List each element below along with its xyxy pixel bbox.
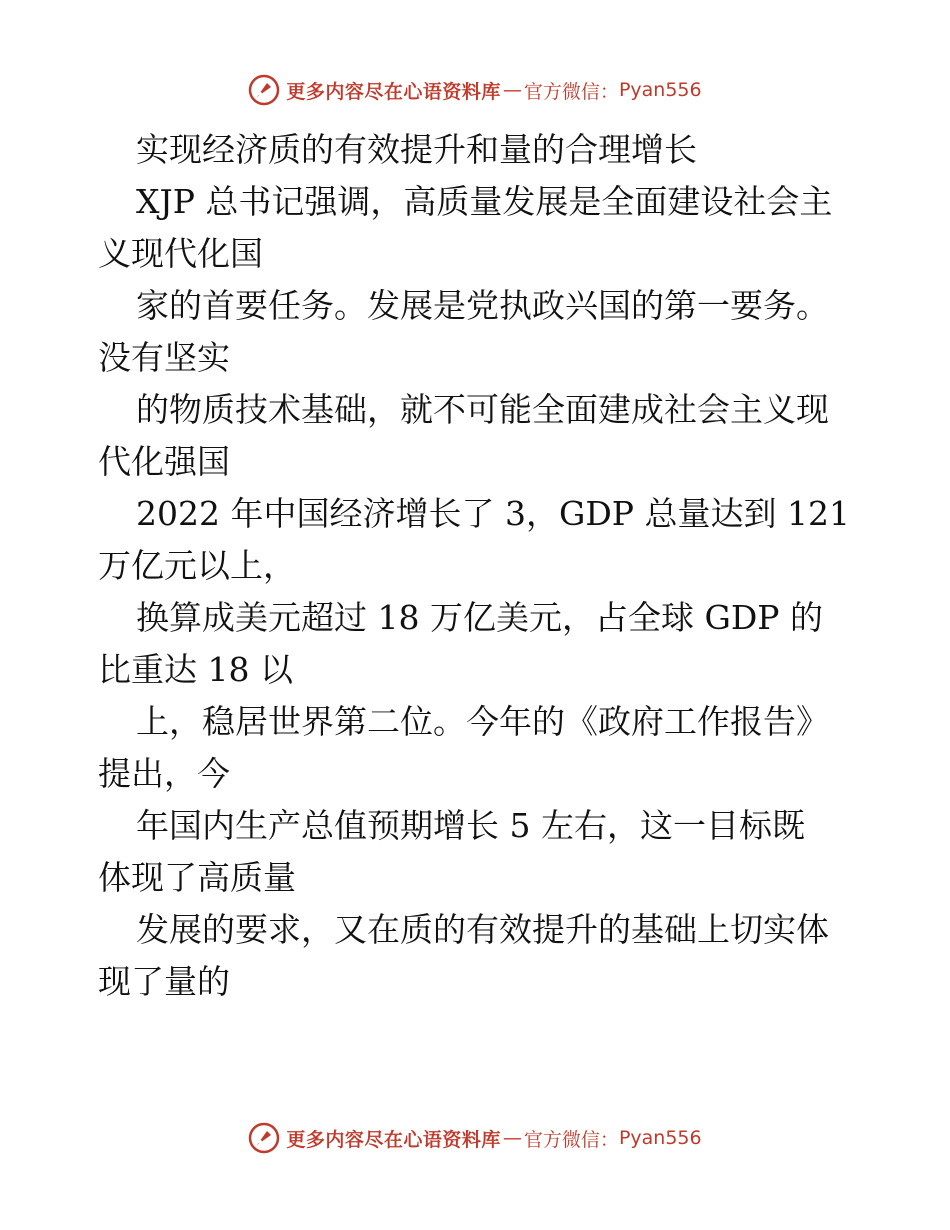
text-line: 发展的要求，又在质的有效提升的基础上切实体 — [136, 910, 829, 949]
footer-watermark-banner — [0, 1118, 950, 1158]
text-line: XJP 总书记强调，高质量发展是全面建设社会主 — [136, 182, 833, 221]
banner-brand-text: 更多内容尽在心语资料库 — [286, 1128, 501, 1151]
banner-brand-text: 更多内容尽在心语资料库 — [286, 80, 501, 103]
banner-separator: — — [502, 1127, 522, 1149]
text-line: 的物质技术基础，就不可能全面建成社会主义现 — [136, 390, 829, 429]
text-line: 换算成美元超过 18 万亿美元，占全球 GDP 的 — [136, 598, 823, 637]
header-watermark-banner — [0, 70, 950, 110]
banner-contact-label: 官方微信： — [523, 80, 619, 103]
text-line: 万亿元以上， — [98, 546, 296, 585]
pen-nib-icon — [248, 74, 280, 106]
banner-account: Pyan556 — [618, 79, 702, 101]
text-line: 义现代化国 — [98, 234, 263, 273]
pen-nib-icon — [248, 1122, 280, 1154]
text-line: 提出，今 — [98, 754, 230, 793]
text-line: 比重达 18 以 — [98, 650, 293, 689]
text-line: 年国内生产总值预期增长 5 左右，这一目标既 — [136, 806, 805, 845]
text-line: 上，稳居世界第二位。今年的《政府工作报告》 — [136, 702, 829, 741]
text-line: 现了量的 — [98, 962, 230, 1001]
banner-contact-label: 官方微信： — [523, 1128, 619, 1151]
banner-account: Pyan556 — [618, 1127, 702, 1149]
text-line: 家的首要任务。发展是党执政兴国的第一要务。 — [136, 286, 829, 325]
text-line: 体现了高质量 — [98, 858, 296, 897]
text-line: 实现经济质的有效提升和量的合理增长 — [136, 130, 697, 169]
text-line: 2022 年中国经济增长了 3，GDP 总量达到 121 — [136, 494, 850, 533]
text-line: 没有坚实 — [98, 338, 230, 377]
banner-separator: — — [502, 79, 522, 101]
document-body — [98, 124, 858, 1008]
text-line: 代化强国 — [98, 442, 230, 481]
